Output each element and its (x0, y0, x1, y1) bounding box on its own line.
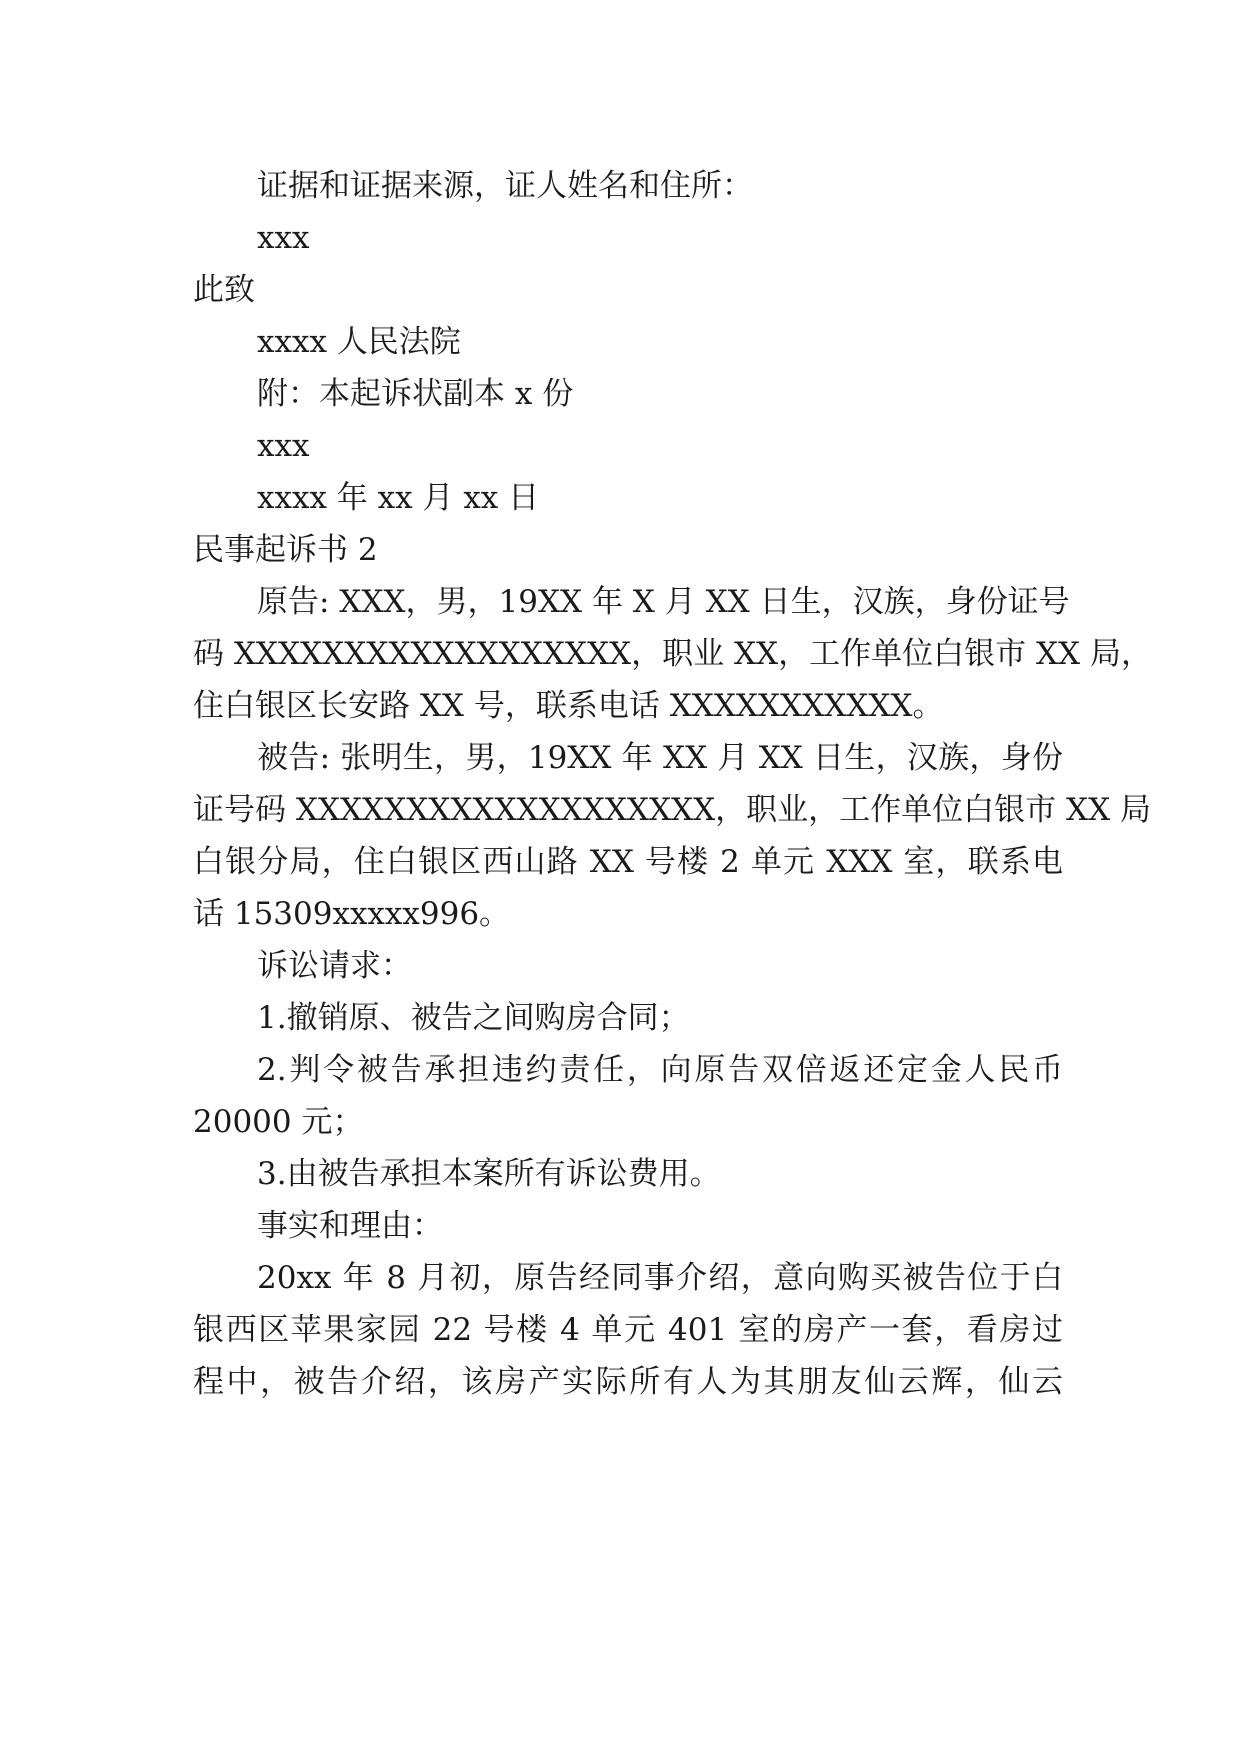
plaintiff-line-1: 原告: XXX，男，19XX 年 X 月 XX 日生，汉族，身份证号 (257, 584, 1070, 620)
claim-2-line-1: 2.判令被告承担违约责任，向原告双倍返还定金人民币 (257, 1052, 1063, 1088)
salutation: 此致 (193, 272, 255, 308)
claim-2-line-2: 20000 元； (193, 1104, 364, 1140)
facts-line-2: 银西区苹果家园 22 号楼 4 单元 401 室的房产一套，看房过 (193, 1312, 1063, 1348)
facts-line-1: 20xx 年 8 月初，原告经同事介绍，意向购买被告位于白 (257, 1260, 1063, 1296)
section-title: 民事起诉书 2 (193, 532, 378, 568)
facts-heading: 事实和理由： (257, 1208, 443, 1244)
defendant-line-1: 被告: 张明生，男，19XX 年 XX 月 XX 日生，汉族，身份 (257, 740, 1063, 776)
attachment-note: 附：本起诉状副本 x 份 (257, 376, 574, 412)
defendant-line-3: 白银分局，住白银区西山路 XX 号楼 2 单元 XXX 室，联系电 (193, 844, 1063, 880)
court-addressee: xxxx 人民法院 (257, 324, 461, 360)
defendant-line-4: 话 15309xxxxx996。 (193, 896, 511, 932)
signature-placeholder: xxx (257, 428, 310, 464)
plaintiff-line-3: 住白银区长安路 XX 号，联系电话 XXXXXXXXXXX。 (193, 688, 944, 724)
claim-1: 1.撤销原、被告之间购房合同； (257, 1000, 690, 1036)
evidence-placeholder: xxx (257, 220, 310, 256)
date-line: xxxx 年 xx 月 xx 日 (257, 480, 540, 516)
claim-3: 3.由被告承担本案所有诉讼费用。 (257, 1156, 721, 1192)
plaintiff-line-2: 码 XXXXXXXXXXXXXXXXXX，职业 XX，工作单位白银市 XX 局， (193, 636, 1152, 672)
facts-line-3: 程中，被告介绍，该房产实际所有人为其朋友仙云辉，仙云 (193, 1364, 1063, 1400)
defendant-line-2: 证号码 XXXXXXXXXXXXXXXXXXX，职业，工作单位白银市 XX 局 (193, 792, 1152, 828)
claims-heading: 诉讼请求： (257, 948, 412, 984)
evidence-heading: 证据和证据来源，证人姓名和住所： (257, 168, 753, 204)
